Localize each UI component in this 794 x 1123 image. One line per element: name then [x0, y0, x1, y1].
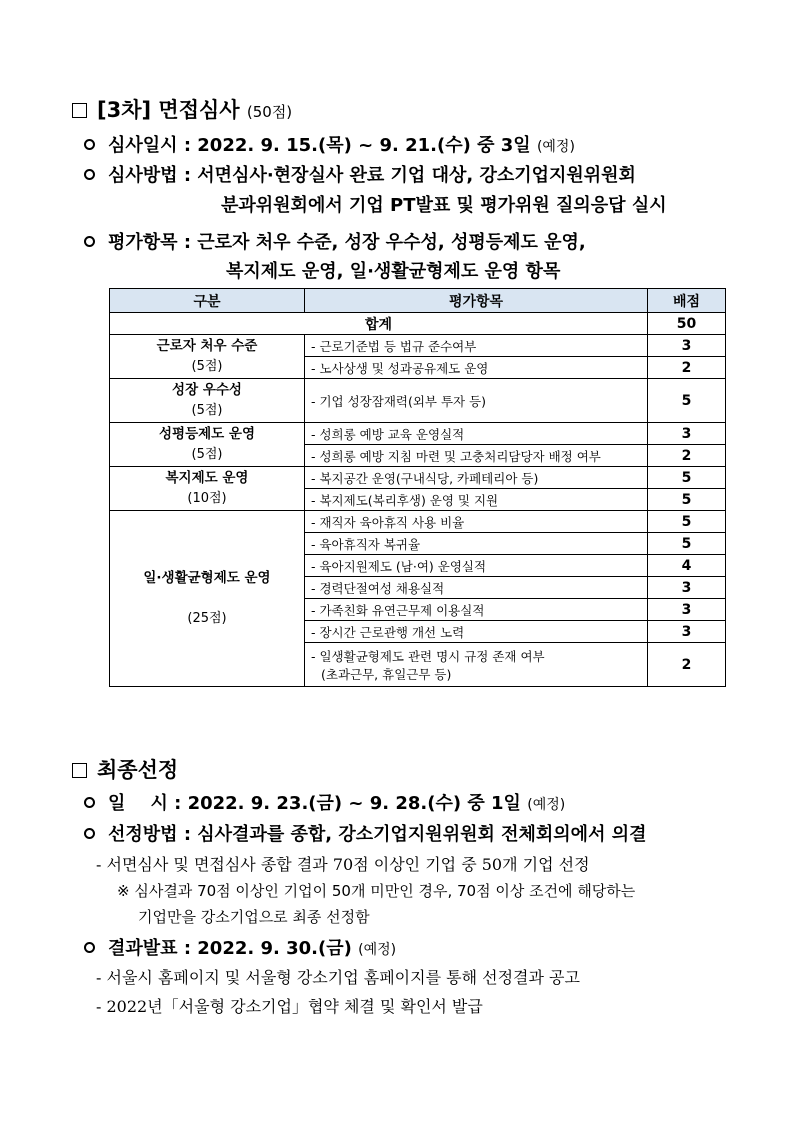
header-eval-item: 평가항목 — [305, 289, 648, 313]
eval-item-line1: - 일생활균형제도 관련 명시 규정 존재 여부 — [311, 648, 545, 664]
section-2-heading — [72, 754, 178, 784]
eval-item: - 성희롱 예방 지침 마련 및 고충처리담당자 배정 여부 — [305, 445, 648, 467]
category-points: (5점) — [191, 447, 223, 462]
item-score: 5 — [648, 533, 726, 555]
circle-bullet-icon — [84, 942, 95, 953]
table-row — [110, 379, 726, 423]
eval-item-multiline — [305, 643, 648, 687]
eval-item: - 복지제도(복리후생) 운영 및 지원 — [305, 489, 648, 511]
header-category: 구분 — [110, 289, 305, 313]
eval-items-text: 평가항목 : 근로자 처우 수준, 성장 우수성, 성평등제도 운영, — [108, 232, 586, 253]
eval-item: - 노사상생 및 성과공유제도 운영 — [305, 357, 648, 379]
item-score: 4 — [648, 555, 726, 577]
result-announce-text: 결과발표 : 2022. 9. 30.(금) — [108, 938, 352, 959]
review-method-cont: 분과위원회에서 기업 PT발표 및 평가위원 질의응답 실시 — [221, 195, 667, 216]
eval-item: - 육아휴직자 복귀율 — [305, 533, 648, 555]
item-score: 5 — [648, 489, 726, 511]
eval-item-line2: (초과근무, 휴일근무 등) — [321, 666, 452, 682]
circle-bullet-icon — [84, 828, 95, 839]
table-header-row — [110, 289, 726, 313]
review-date-note: (예정) — [536, 139, 575, 155]
category-name: 일·생활균형제도 운영 — [143, 570, 271, 586]
item-score: 3 — [648, 335, 726, 357]
eval-item: - 재직자 육아휴직 사용 비율 — [305, 511, 648, 533]
category-name: 성평등제도 운영 — [159, 426, 255, 442]
category-points: (25점) — [187, 611, 227, 626]
table-row — [110, 335, 726, 357]
category-cell — [110, 511, 305, 687]
section-1-subtitle: (50점) — [246, 103, 293, 121]
total-label: 합계 — [110, 313, 648, 335]
eval-item: - 복지공간 운영(구내식당, 카페테리아 등) — [305, 467, 648, 489]
item-score: 2 — [648, 357, 726, 379]
eval-item: - 육아지원제도 (남·여) 운영실적 — [305, 555, 648, 577]
circle-bullet-icon — [84, 236, 95, 247]
item-score: 5 — [648, 379, 726, 423]
section-1-heading — [72, 94, 292, 124]
header-score: 배점 — [648, 289, 726, 313]
selection-method-text: 선정방법 : 심사결과를 종합, 강소기업지원위원회 전체회의에서 의결 — [108, 824, 647, 845]
item-score: 3 — [648, 621, 726, 643]
bullet-review-date — [84, 131, 575, 157]
total-row — [110, 313, 726, 335]
circle-bullet-icon — [84, 139, 95, 150]
checkbox-square-icon — [72, 103, 87, 118]
bullet-final-date — [84, 789, 565, 815]
category-cell — [110, 379, 305, 423]
item-score: 5 — [648, 511, 726, 533]
item-score: 3 — [648, 423, 726, 445]
category-cell — [110, 335, 305, 379]
eval-item: - 기업 성장잠재력(외부 투자 등) — [305, 379, 648, 423]
eval-item: - 장시간 근로관행 개선 노력 — [305, 621, 648, 643]
eval-item: - 경력단절여성 채용실적 — [305, 577, 648, 599]
selection-note-line2: 기업만을 강소기업으로 최종 선정함 — [138, 908, 370, 926]
final-date-text: 일 시 : 2022. 9. 23.(금) ~ 9. 28.(수) 중 1일 — [108, 793, 521, 814]
review-method-text: 심사방법 : 서면심사·현장실사 완료 기업 대상, 강소기업지원위원회 — [108, 165, 636, 186]
final-date-note: (예정) — [527, 797, 566, 813]
eval-items-cont: 복지제도 운영, 일·생활균형제도 운영 항목 — [226, 261, 561, 282]
review-date-text: 심사일시 : 2022. 9. 15.(목) ~ 9. 21.(수) 중 3일 — [108, 135, 531, 156]
total-score: 50 — [648, 313, 726, 335]
category-cell — [110, 423, 305, 467]
item-score: 2 — [648, 643, 726, 687]
category-points: (10점) — [187, 491, 227, 506]
category-name: 근로자 처우 수준 — [156, 338, 258, 354]
eval-item: - 근로기준법 등 법규 준수여부 — [305, 335, 648, 357]
table-row — [110, 467, 726, 489]
checkbox-square-icon — [72, 763, 87, 778]
table-row — [110, 423, 726, 445]
bullet-result-announce — [84, 934, 396, 960]
item-score: 5 — [648, 467, 726, 489]
eval-item: - 성희롱 예방 교육 운영실적 — [305, 423, 648, 445]
category-cell — [110, 467, 305, 511]
item-score: 3 — [648, 599, 726, 621]
category-points: (5점) — [191, 359, 223, 374]
item-score: 3 — [648, 577, 726, 599]
announce-dash-line2: - 2022년「서울형 강소기업」협약 체결 및 확인서 발급 — [96, 997, 483, 1016]
result-announce-note: (예정) — [358, 942, 397, 958]
circle-bullet-icon — [84, 797, 95, 808]
bullet-selection-method — [84, 820, 647, 846]
circle-bullet-icon — [84, 169, 95, 180]
selection-note-line1: ※ 심사결과 70점 이상인 기업이 50개 미만인 경우, 70점 이상 조건에 해당하는 — [117, 882, 636, 900]
eval-item: - 가족친화 유연근무제 이용실적 — [305, 599, 648, 621]
section-1-title: [3차] 면접심사 — [97, 98, 240, 122]
item-score: 2 — [648, 445, 726, 467]
category-points: (5점) — [191, 403, 223, 418]
announce-dash-line1: - 서울시 홈페이지 및 서울형 강소기업 홈페이지를 통해 선정결과 공고 — [96, 968, 580, 987]
section-2-title: 최종선정 — [97, 758, 179, 782]
table-row — [110, 511, 726, 533]
bullet-review-method — [84, 161, 636, 187]
selection-dash-line: - 서면심사 및 면접심사 종합 결과 70점 이상인 기업 중 50개 기업 선정 — [96, 855, 590, 874]
evaluation-table — [109, 288, 726, 687]
category-name: 성장 우수성 — [172, 382, 242, 398]
bullet-eval-items — [84, 228, 586, 254]
category-name: 복지제도 운영 — [165, 470, 249, 486]
